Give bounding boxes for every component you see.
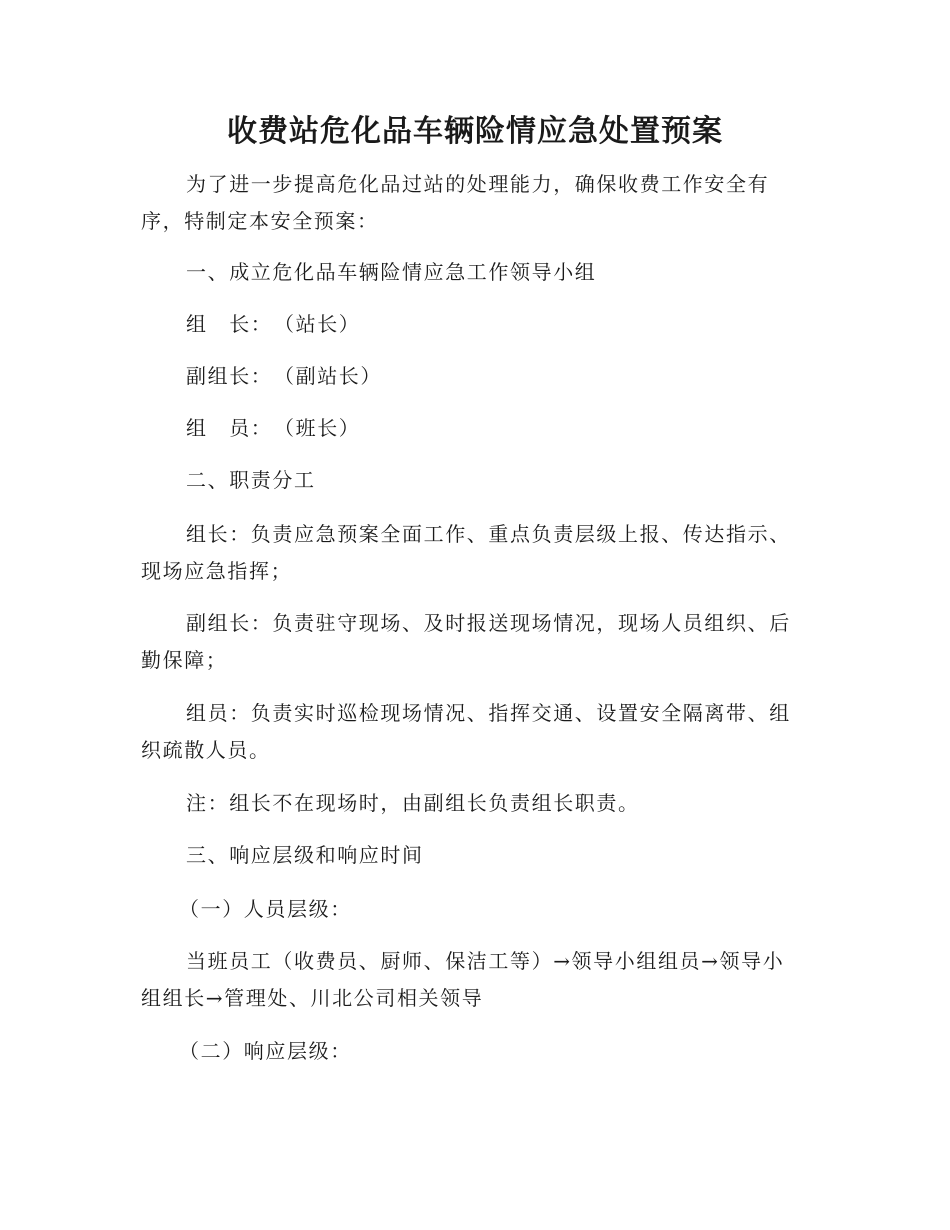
personnel-hierarchy-paragraph — [141, 943, 801, 1017]
leader-line: 组 长： （站长） — [186, 312, 361, 336]
document-title: 收费站危化品车辆险情应急处置预案 — [227, 114, 723, 149]
personnel-hierarchy-line-2: 组组长→管理处、川北公司相关领导 — [141, 986, 484, 1010]
duty-deputy-line-1: 副组长：负责驻守现场、及时报送现场情况，现场人员组织、后 — [186, 611, 791, 635]
intro-line-2: 序，特制定本安全预案： — [141, 209, 379, 233]
duty-deputy-line-2: 勤保障； — [141, 648, 228, 672]
sub1-heading: （一）人员层级： — [179, 897, 352, 921]
duty-leader-line-1: 组长：负责应急预案全面工作、重点负责层级上报、传达指示、 — [186, 522, 791, 546]
duty-members-line-1: 组员：负责实时巡检现场情况、指挥交通、设置安全隔离带、组 — [186, 701, 791, 725]
section3-heading: 三、响应层级和响应时间 — [186, 843, 424, 867]
section1-heading: 一、成立危化品车辆险情应急工作领导小组 — [186, 260, 597, 284]
members-line: 组 员： （班长） — [186, 416, 361, 440]
section2-heading: 二、职责分工 — [186, 468, 316, 492]
duty-leader-line-2: 现场应急指挥； — [141, 559, 293, 583]
note-line: 注：组长不在现场时，由副组长负责组长职责。 — [186, 791, 640, 815]
intro-line-1: 为了进一步提高危化品过站的处理能力，确保收费工作安全有 — [186, 172, 770, 196]
deputy-leader-line: 副组长： （副站长） — [186, 364, 382, 388]
duty-members-paragraph — [141, 695, 801, 769]
intro-paragraph — [141, 166, 801, 240]
personnel-hierarchy-line-1: 当班员工（收费员、厨师、保洁工等）→领导小组组员→领导小 — [186, 949, 785, 973]
sub2-heading: （二）响应层级： — [179, 1039, 352, 1063]
duty-deputy-paragraph — [141, 605, 801, 679]
duty-members-line-2: 织疏散人员。 — [141, 738, 271, 762]
duty-leader-paragraph — [141, 516, 801, 590]
